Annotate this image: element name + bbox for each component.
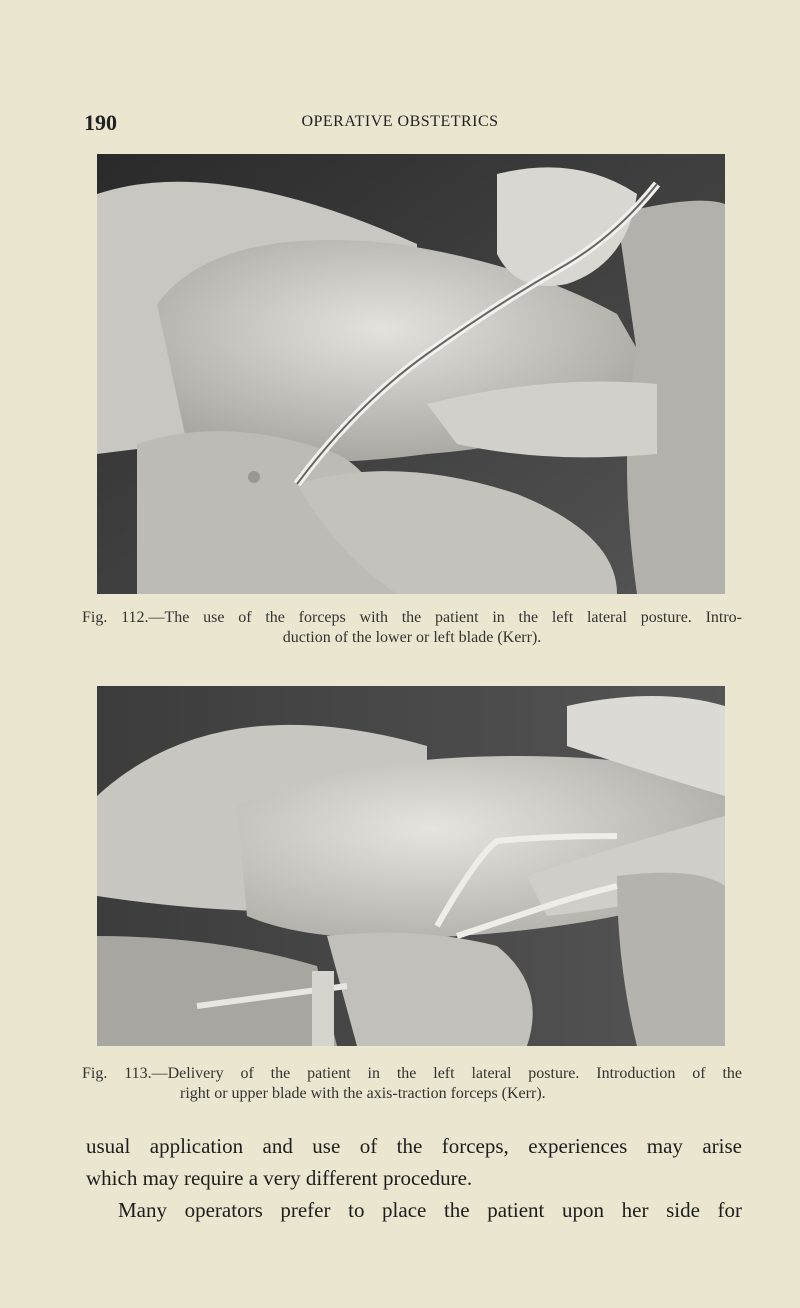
figure-113-caption-line-1: Fig. 113.—Delivery of the patient in the left lateral posture. Introduction of the bbox=[82, 1065, 742, 1082]
forceps-left-blade-illustration bbox=[97, 154, 725, 594]
figure-113-caption bbox=[82, 1064, 742, 1104]
body-paragraph bbox=[86, 1130, 742, 1226]
figure-113-photo bbox=[97, 686, 725, 1046]
running-head: OPERATIVE OBSTETRICS bbox=[301, 113, 499, 130]
figure-112-caption-line-1: Fig. 112.—The use of the forceps with the patient in the left lateral posture. Intro- bbox=[82, 609, 742, 626]
body-line-3: Many operators prefer to place the patient upon her side for bbox=[118, 1198, 742, 1222]
body-line-1: usual application and use of the forceps, experiences may arise bbox=[86, 1134, 742, 1158]
body-line-2: which may require a very different procedure. bbox=[86, 1166, 473, 1190]
page-header bbox=[0, 110, 800, 138]
axis-traction-forceps-illustration bbox=[97, 686, 725, 1046]
figure-112-caption bbox=[82, 608, 742, 648]
figure-112-photo bbox=[97, 154, 725, 594]
page-number: 190 bbox=[84, 110, 117, 135]
figure-112-caption-line-2: duction of the lower or left blade (Kerr). bbox=[282, 629, 542, 646]
figure-113-caption-line-2: right or upper blade with the axis-traction forceps (Kerr). bbox=[180, 1085, 546, 1102]
